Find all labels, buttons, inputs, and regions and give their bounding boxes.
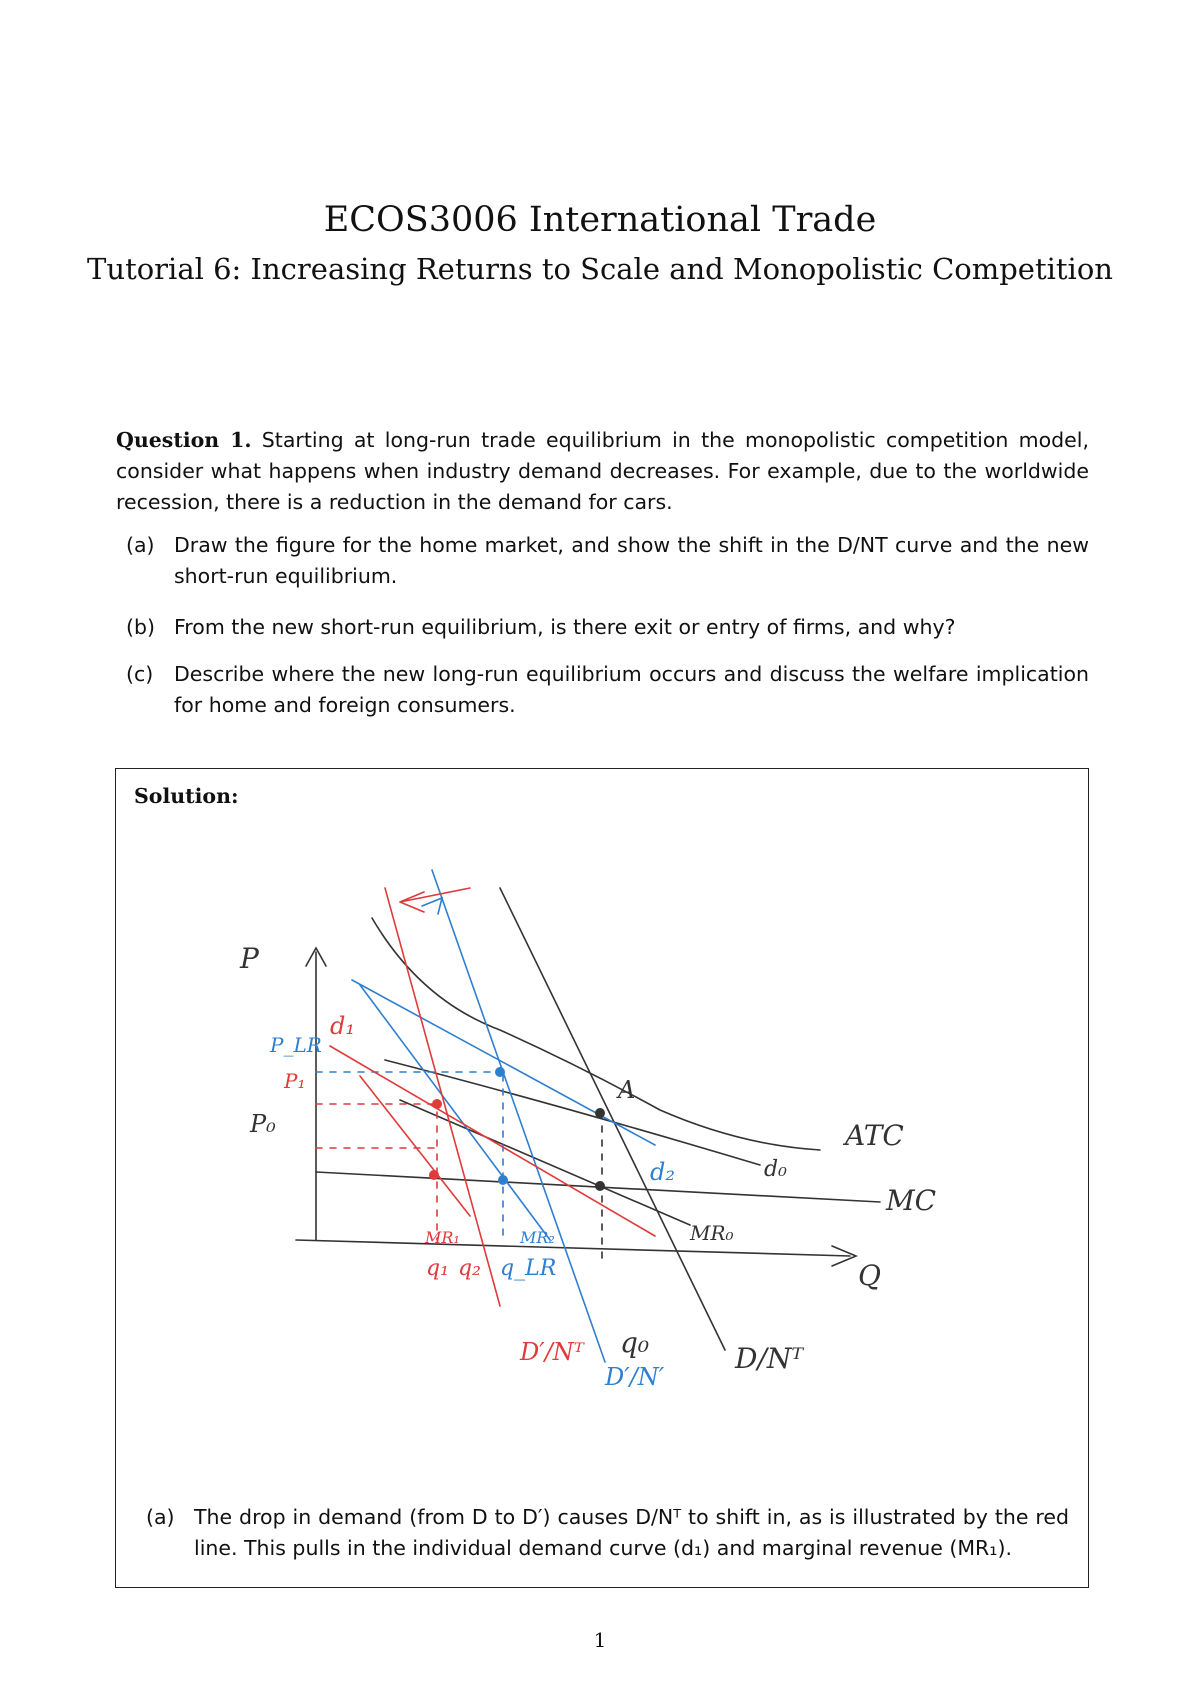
part-text: Describe where the new long-run equilibrium occurs and discuss the welfare implication for home and foreign consumers.	[174, 662, 1089, 717]
point-a-label: A	[618, 1076, 636, 1104]
atc-label: ATC	[845, 1119, 904, 1152]
d1-label: d₁	[330, 1012, 355, 1040]
p0-label: P₀	[250, 1110, 276, 1138]
mr1-curve	[360, 1076, 470, 1216]
mr2-label: MR₂	[520, 1228, 555, 1247]
part-text: From the new short-run equilibrium, is there exit or entry of firms, and why?	[174, 615, 956, 639]
page-number: 1	[593, 1628, 607, 1652]
dnt-blue-label: D′/N′	[605, 1363, 665, 1391]
document-title: ECOS3006 International Trade	[323, 200, 877, 240]
p1-label: P₁	[284, 1069, 306, 1093]
mr0-curve	[400, 1100, 690, 1225]
d1-curve	[330, 1046, 655, 1236]
x-axis	[296, 1240, 850, 1256]
point-mc-lr	[498, 1175, 508, 1185]
q0-label: q₀	[620, 1326, 650, 1359]
x-axis-label: Q	[858, 1259, 881, 1292]
part-text: Draw the figure for the home market, and show the shift in the D/NT curve and the new short-run equilibrium.	[174, 533, 1089, 588]
equilibrium-points	[429, 1067, 605, 1191]
dnt-red-label: D′/Nᵀ	[520, 1338, 584, 1366]
q2-label: q₂	[458, 1256, 481, 1281]
answer-label: (a)	[146, 1505, 175, 1529]
part-label: (a)	[126, 533, 155, 557]
d2-label: d₂	[650, 1158, 675, 1186]
solution-label: Solution:	[134, 784, 239, 808]
q-lr-label: q_LR	[500, 1256, 557, 1281]
point-sr	[432, 1099, 442, 1109]
point-mc-q0	[595, 1181, 605, 1191]
point-mc-sr	[429, 1170, 439, 1180]
document-subtitle: Tutorial 6: Increasing Returns to Scale and Monopolistic Competition	[87, 252, 1113, 286]
question-label: Question 1.	[116, 428, 252, 452]
p-lr-label: P_LR	[270, 1033, 322, 1057]
point-a	[595, 1108, 605, 1118]
part-label: (b)	[126, 615, 156, 639]
d0-curve	[385, 1060, 760, 1165]
question-text: Starting at long-run trade equilibrium in the monopolistic competition model, consider what happens when industry demand decreases. For example, due to the worldwide recession, there is a reduction in the demand for cars.	[116, 428, 1090, 514]
part-label: (c)	[126, 662, 154, 686]
dnt-label: D/Nᵀ	[735, 1342, 804, 1375]
mc-label: MC	[886, 1184, 937, 1217]
mr0-label: MR₀	[690, 1221, 734, 1245]
mr1-label: MR₁	[425, 1228, 460, 1247]
q1-label: q₁	[426, 1256, 449, 1281]
y-axis-label: P	[240, 942, 259, 975]
answer-text: The drop in demand (from D to D′) causes D/Nᵀ to shift in, as is illustrated by the red line. This pulls in the individual demand curve (d₁) and marginal revenue (MR₁).	[194, 1505, 1069, 1560]
point-lr	[495, 1067, 505, 1077]
shift-arrow-blue	[422, 898, 442, 914]
d0-label: d₀	[764, 1157, 787, 1182]
